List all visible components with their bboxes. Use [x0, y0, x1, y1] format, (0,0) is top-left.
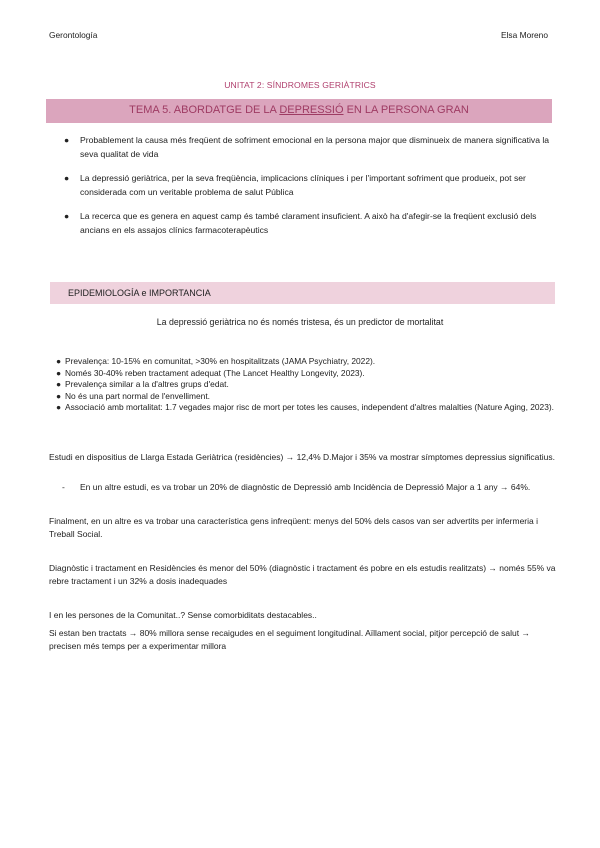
- bullet-icon: ●: [64, 173, 70, 183]
- intro-bullet-list: [64, 172, 554, 199]
- unit-title: UNITAT 2: SÍNDROMES GERIÀTRICS: [224, 80, 376, 90]
- bullet-icon: ●: [64, 135, 70, 145]
- section-subtitle: La depressió geriàtrica no és només tristesa, és un predictor de mortalitat: [156, 317, 444, 327]
- bullet-icon: ●: [64, 211, 70, 221]
- bullet-icon: ●: [56, 367, 62, 378]
- section-title: EPIDEMIOLOGÍA e IMPORTANCIA: [68, 288, 211, 298]
- intro-bullet: ● La recerca que es genera en aquest camp és també clarament insuficient. A això ha d'afegir-se la freqüent exclusió dels ancians en els assajos clínics farmacoterapèutics: [64, 211, 537, 235]
- dash-bullet: -: [62, 482, 65, 492]
- epidemiology-bullet-list: [56, 356, 556, 414]
- final-paragraph: Finalment, en un altre es va trobar una característica gens infreqüent: menys del 50% dels casos van ser advertits per infermeria i Treball Social.: [49, 516, 538, 539]
- study-dash-item: - En un altre estudi, es va trobar un 20% de diagnòstic de Depressió amb Incidència de Depressió Major a 1 any → 64%.: [62, 482, 531, 492]
- bullet-icon: ●: [56, 379, 62, 390]
- list-item: ● Prevalença similar a la d'altres grups d'edat.: [56, 379, 229, 390]
- community-paragraph: I en les persones de la Comunitat..? Sense comorbiditats destacables..: [49, 610, 317, 620]
- bullet-icon: ●: [56, 402, 62, 413]
- list-item: ● Prevalença: 10-15% en comunitat, >30% en hospitalitzats (JAMA Psychiatry, 2022).: [56, 356, 376, 366]
- study-paragraph: Estudi en dispositius de Llarga Estada Geriàtrica (residències) → 12,4% D.Major i 35% va mostrar símptomes depressius significatius.: [49, 452, 555, 462]
- intro-bullet: ● La depressió geriàtrica, per la seva freqüència, implicacions clíniques i per l'important sofriment que produeix, pot ser considerada com un veritable problema de salut Pública: [64, 173, 526, 197]
- topic-title: TEMA 5. ABORDATGE DE LA DEPRESSIÓ EN LA PERSONA GRAN: [129, 104, 469, 116]
- intro-bullet-list: [64, 134, 554, 161]
- header-course: Gerontología: [49, 30, 98, 40]
- list-item: ● No és una part normal de l'envelliment.: [56, 390, 210, 401]
- treated-paragraph: Si estan ben tractats → 80% millora sense recaigudes en el seguiment longitudinal. Aïllament social, pitjor percepció de salut → precisen més temps per a experimentar millora: [49, 628, 530, 651]
- header-author: Elsa Moreno: [500, 30, 548, 40]
- diagnosis-paragraph: Diagnòstic i tractament en Residències és menor del 50% (diagnòstic i tractament és pobre en els estudis realitzats) → només 55% va rebre tractament i un 32% a dosis inadequades: [49, 563, 556, 586]
- list-item: ● Només 30-40% reben tractament adequat (The Lancet Healthy Longevity, 2023).: [56, 367, 365, 378]
- intro-bullet: ● Probablement la causa més freqüent de sofriment emocional en la persona major que disminueix de manera significativa la seva qualitat de vida: [64, 135, 550, 159]
- bullet-icon: ●: [56, 356, 62, 366]
- list-item: ● Associació amb mortalitat: 1.7 vegades major risc de mort per totes les causes, independent d'altres malalties (Nature Aging, 2023).: [56, 402, 554, 413]
- intro-bullet-list: [64, 210, 554, 237]
- bullet-icon: ●: [56, 390, 62, 401]
